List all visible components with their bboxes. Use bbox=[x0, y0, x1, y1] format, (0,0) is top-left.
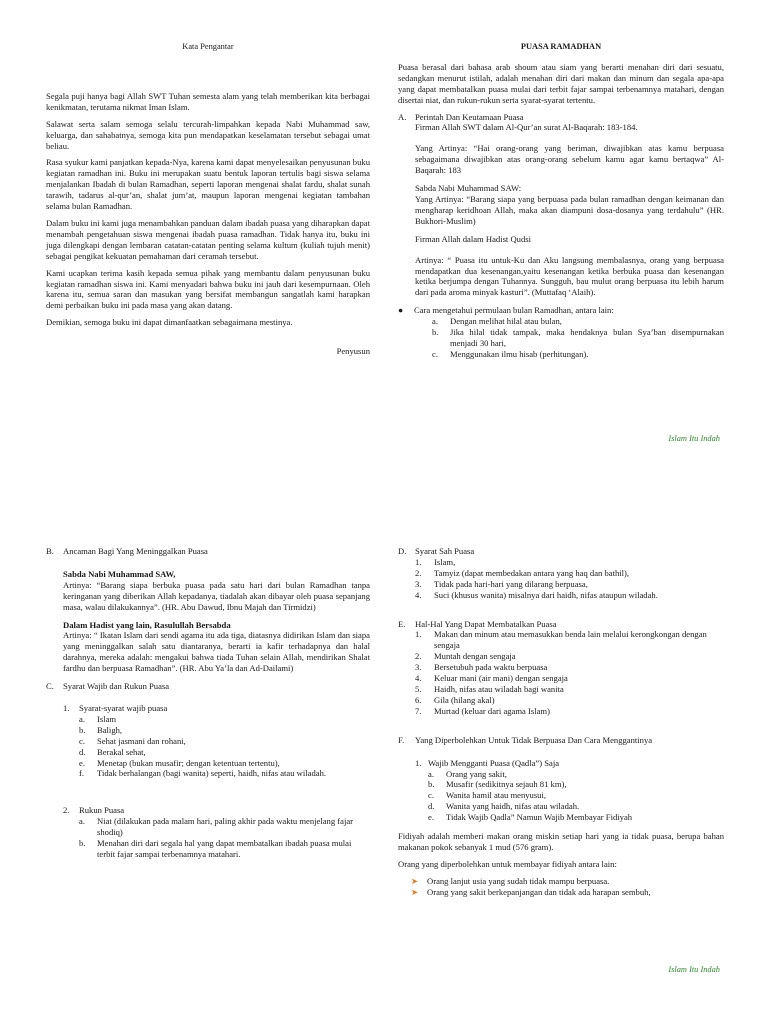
item-marker: 4. bbox=[415, 673, 422, 684]
c2-marker: 2. bbox=[63, 805, 70, 816]
item-marker: c. bbox=[428, 790, 434, 801]
item-text: Menggunakan ilmu hisab (perhitungan). bbox=[450, 348, 589, 359]
list-item bbox=[79, 714, 370, 725]
page-puasa-ramadhan bbox=[392, 40, 732, 500]
page1-paragraph-2: Salawat serta salam semoga selalu tercurah-limpahkan kepada Nabi Muhammad saw, keluarga, dan sahabatnya, semoga kita pun mendapatkan keselamatan tersebut sebagai umat beliau. bbox=[46, 118, 370, 151]
list-item bbox=[411, 673, 724, 684]
list-item bbox=[398, 305, 724, 316]
list-item bbox=[428, 769, 724, 780]
item-text: Menetap (bukan musafir; dengan ketentuan tertentu), bbox=[97, 757, 280, 768]
item-marker: d. bbox=[79, 746, 86, 757]
section-b-sabda: Artinya: “Barang siapa berbuka puasa pada satu hari dari bulan Ramadhan tanpa keringanan yang diberikan Allah kepadanya, tiadalah akan dibayar oleh puasa sepanjang masa, walau dilakukannya”. (HR. Abu Dawud, Ibnu Majah dan Tirmidzi) bbox=[63, 579, 370, 612]
c1-title: Syarat-syarat wajib puasa bbox=[79, 702, 168, 713]
item-text: Jika hilal tidak tampak, maka hendaknya bulan Sya’ban disempurnakan menjadi 30 hari, bbox=[450, 327, 724, 348]
page1-paragraph-3: Rasa syukur kami panjatkan kepada-Nya, karena kami dapat menyelesaikan penyusunan buku kegiatan ramadhan ini. Buku ini merupakan suatu bentuk laporan tertulis bagi siswa selama menjalankan Ibadah di bulan Ramadhan, seperti laporan mengenai shalat fardu, shalat sunah tarawih, tadarus al-qur’an, shalat jum’at, maupun laporan mengenai kegiatan tambahan selama bulan Ramadhan. bbox=[46, 157, 370, 212]
list-item bbox=[79, 736, 370, 747]
item-text: Haidh, nifas atau wiladah bagi wanita bbox=[434, 683, 564, 694]
list-item bbox=[79, 758, 370, 769]
item-text: Wanita yang haidh, nifas atau wiladah. bbox=[446, 801, 580, 812]
item-marker: 6. bbox=[415, 694, 422, 705]
section-a-sabda-title: Sabda Nabi Muhammad SAW: bbox=[415, 183, 522, 194]
item-marker: 1. bbox=[415, 556, 422, 567]
list-item bbox=[428, 779, 724, 790]
section-d-list bbox=[398, 557, 724, 601]
item-marker: 4. bbox=[415, 589, 422, 600]
section-c-body bbox=[46, 703, 370, 860]
section-e-list bbox=[398, 629, 724, 716]
list-item bbox=[79, 725, 370, 736]
list-item bbox=[432, 349, 724, 360]
page4-column bbox=[398, 546, 724, 898]
section-e-marker: E. bbox=[398, 618, 406, 629]
fidiyah-allowed: Orang yang diperbolehkan untuk membayar fidiyah antara lain: bbox=[398, 858, 617, 869]
section-c-title: Syarat Wajib dan Rukun Puasa bbox=[63, 681, 170, 692]
list-item bbox=[411, 568, 724, 579]
item-text: Tidak Wajib Qadla” Namun Wajib Membayar Fidiyah bbox=[446, 812, 633, 823]
f1-heading bbox=[398, 758, 724, 769]
page1-paragraph-5: Kami ucapkan terima kasih kepada semua pihak yang membantu dalam penyusunan buku kegiatan ramadhan siswa ini. Kami menyadari bahwa buku ini jauh dari kesempurnaan. Oleh karena itu, semua saran dan masukan yang bersifat membangun sangatlah kami harapkan demi perbaikan buku ini pada masa yang akan datang. bbox=[46, 267, 370, 311]
section-f-marker: F. bbox=[398, 734, 405, 745]
list-item bbox=[428, 801, 724, 812]
item-marker: e. bbox=[428, 812, 434, 823]
item-marker: b. bbox=[432, 327, 439, 338]
item-text: Orang yang sakit berkepanjangan dan tidak ada harapan sembuh, bbox=[427, 886, 651, 897]
item-text: Islam, bbox=[434, 556, 456, 567]
page1-title: Kata Pengantar bbox=[182, 42, 234, 51]
list-item bbox=[411, 695, 724, 706]
section-a-sabda: Yang Artinya: “Barang siapa yang berpuasa pada bulan ramadhan dengan keimanan dan mengharap keridhoan Allah, maka akan diampuni dosa-dosanya yang terdahulu” (HR. Bukhori-Muslim) bbox=[415, 193, 724, 226]
bulan-ramadhan-list bbox=[398, 305, 724, 316]
page1-paragraph-6: Demikian, semoga buku ini dapat dimanfaatkan sebagaimana mestinya. bbox=[46, 317, 293, 328]
list-item bbox=[79, 747, 370, 758]
section-c-marker: C. bbox=[46, 681, 54, 692]
f1-title: Wajib Mengganti Puasa (Qadla”) Saja bbox=[428, 757, 560, 768]
page1-paragraph-1: Segala puji hanya bagi Allah SWT Tuhan semesta alam yang telah memberikan kita berbagai kenikmatan, terutama nikmat Iman Islam. bbox=[46, 90, 370, 112]
f1-list bbox=[398, 769, 724, 824]
page-ancaman-syarat bbox=[38, 542, 372, 1002]
item-marker: c. bbox=[432, 348, 438, 359]
item-marker: a. bbox=[79, 713, 85, 724]
item-text: Tidak berhalangan (bagi wanita) seperti, haidh, nifas atau wiladah. bbox=[97, 768, 327, 779]
section-d-marker: D. bbox=[398, 546, 407, 556]
section-a-title: Perintah Dan Keutamaan Puasa bbox=[415, 111, 524, 122]
item-text: Sehat jasmani dan rohani, bbox=[97, 735, 186, 746]
item-marker: 5. bbox=[415, 683, 422, 694]
section-a-hadist: Artinya: “ Puasa itu untuk-Ku dan Aku langsung membalasnya, orang yang berpuasa mendapatkan dua kesenangan,yaitu kesenangan ketika berbuka puasa dan kesenangan ketika berjumpa dengan Tuhannya. Sungguh, bau mulut orang berpuasa itu lebih harum dari pada aroma minyak kasturi”. (Muttafaq ‘Alaih). bbox=[415, 254, 724, 298]
item-marker: c. bbox=[79, 735, 85, 746]
list-item bbox=[428, 790, 724, 801]
page3-column bbox=[46, 546, 370, 860]
bullet-icon: ● bbox=[398, 305, 404, 316]
item-text: Muntah dengan sengaja bbox=[434, 651, 516, 662]
item-marker: f. bbox=[79, 768, 85, 779]
list-item bbox=[432, 316, 724, 327]
c1-list bbox=[63, 714, 370, 779]
item-text: Islam bbox=[97, 713, 117, 724]
item-text: Baligh, bbox=[97, 724, 123, 735]
item-marker: 2. bbox=[415, 567, 422, 578]
list-item bbox=[411, 651, 724, 662]
item-marker: b. bbox=[428, 779, 435, 790]
arrow-bullet-icon: ➤ bbox=[411, 886, 419, 897]
item-text: Tidak pada hari-hari yang dilarang berpuasa, bbox=[434, 578, 588, 589]
list-item bbox=[79, 768, 370, 779]
page1-column bbox=[46, 42, 370, 357]
section-b-title: Ancaman Bagi Yang Meninggalkan Puasa bbox=[63, 546, 208, 556]
section-d-title: Syarat Sah Puasa bbox=[415, 546, 475, 556]
section-a-marker: A. bbox=[398, 111, 407, 122]
item-text: Bersetubuh pada waktu berpuasa bbox=[434, 662, 548, 673]
list-item bbox=[411, 876, 724, 887]
section-f-heading bbox=[398, 735, 724, 746]
item-marker: 2. bbox=[415, 651, 422, 662]
item-text: Tamyiz (dapat membedakan antara yang haq dan bathil), bbox=[434, 567, 630, 578]
item-text: Suci (khusus wanita) misalnya dari haidh, nifas ataupun wiladah. bbox=[434, 589, 658, 600]
item-text: Berakal sehat, bbox=[97, 746, 146, 757]
page-kata-pengantar bbox=[38, 40, 372, 500]
list-item bbox=[411, 590, 724, 601]
section-b-body bbox=[46, 569, 370, 674]
item-text: Murtad (keluar dari agama Islam) bbox=[434, 705, 550, 716]
section-b-hadist: Artinya: “ Ikatan Islam dari sendi agama itu ada tiga, diatasnya didirikan Islam dan siapa yang meninggalkan salah satu diantaranya, berarti ia kafir terhadapnya dan halal darahnya, mereka adalah: mengakui bahwa tiada Tuhan selain Allah, mendirikan Shalat fardhu dan berpuasa Ramadhan”. (HR. Abu Ya’la dan Ad-Dailami) bbox=[63, 630, 370, 674]
page1-signer: Penyusun bbox=[336, 346, 370, 357]
section-e-heading bbox=[398, 619, 724, 630]
list-item bbox=[411, 579, 724, 590]
item-marker: 3. bbox=[415, 662, 422, 673]
c1-marker: 1. bbox=[63, 702, 70, 713]
item-marker: b. bbox=[79, 724, 86, 735]
list-item bbox=[411, 706, 724, 717]
page-syarat-sah-batal bbox=[392, 542, 732, 1012]
item-text: Orang lanjut usia yang sudah tidak mampu berpuasa. bbox=[427, 875, 610, 886]
section-b-hadist-title: Dalam Hadist yang lain, Rasulullah Bersabda bbox=[63, 619, 231, 630]
item-marker: e. bbox=[79, 757, 85, 768]
page2-title: PUASA RAMADHAN bbox=[520, 42, 602, 51]
item-text: Makan dan minum atau memasukkan benda lain melalui kerongkongan dengan sengaja bbox=[434, 629, 707, 651]
section-b-marker: B. bbox=[46, 546, 54, 556]
section-a-heading bbox=[398, 112, 724, 123]
section-b-heading bbox=[46, 546, 370, 557]
item-text: Keluar mani (air mani) dengan sengaja bbox=[434, 673, 568, 684]
section-a-hadist-title: Firman Allah dalam Hadist Qudsi bbox=[415, 233, 532, 244]
section-c-heading bbox=[46, 681, 370, 692]
fidiyah-list bbox=[398, 876, 724, 898]
item-marker: a. bbox=[79, 816, 85, 827]
bulan-ramadhan-items bbox=[398, 316, 724, 360]
item-text: Gila (hilang akal) bbox=[434, 694, 495, 705]
list-item bbox=[79, 838, 370, 860]
list-item bbox=[411, 557, 724, 568]
item-marker: a. bbox=[428, 768, 434, 779]
section-f-title: Yang Diperbolehkan Untuk Tidak Berpuasa Dan Cara Menggantinya bbox=[415, 734, 653, 745]
page4-footer: Islam Itu Indah bbox=[668, 965, 720, 974]
c2-title: Rukun Puasa bbox=[79, 805, 125, 816]
page2-intro: Puasa berasal dari bahasa arab shoum atau siam yang berarti menahan diri dari sesuatu, sedangkan menurut istilah, adalah menahan diri dari makan dan minum dan segala apa-apa yang dapat membatalkan puasa mulai dari terbit fajar sampai terbenamnya matahari, dengan disertai niat, dan rukun-rukun serta syarat-syarat tertentu. bbox=[398, 61, 724, 105]
page2-column bbox=[398, 42, 724, 360]
section-a-firman: Firman Allah SWT dalam Al-Qur’an surat Al-Baqarah: 183-184. bbox=[415, 122, 638, 133]
fidiyah-paragraph: Fidiyah adalah memberi makan orang miskin setiap hari yang ia tidak puasa, berupa bahan makanan pokok sebanyak 1 mud (576 gram). bbox=[398, 831, 724, 852]
bullet-text: Cara mengetahui permulaan bulan Ramadhan, antara lain: bbox=[414, 305, 614, 316]
item-marker: b. bbox=[79, 838, 86, 849]
section-e-title: Hal-Hal Yang Dapat Membatalkan Puasa bbox=[415, 618, 557, 629]
c1-heading bbox=[63, 703, 370, 714]
list-item bbox=[432, 327, 724, 349]
list-item bbox=[411, 629, 724, 651]
item-text: Orang yang sakit, bbox=[446, 768, 507, 779]
c2-heading bbox=[63, 805, 370, 816]
page2-footer: Islam Itu Indah bbox=[668, 434, 720, 443]
list-item bbox=[428, 812, 724, 823]
item-text: Wanita hamil atau menyusui, bbox=[446, 790, 547, 801]
item-marker: 3. bbox=[415, 578, 422, 589]
list-item bbox=[411, 662, 724, 673]
item-marker: a. bbox=[432, 316, 438, 327]
item-text: Dengan melihat hilal atau bulan, bbox=[450, 316, 562, 327]
arrow-bullet-icon: ➤ bbox=[411, 875, 419, 886]
list-item bbox=[411, 887, 724, 898]
f1-marker: 1. bbox=[415, 757, 422, 768]
item-marker: d. bbox=[428, 801, 435, 812]
item-marker: 7. bbox=[415, 705, 422, 716]
list-item bbox=[411, 684, 724, 695]
section-d-heading bbox=[398, 546, 724, 557]
section-a-ayat: Yang Artinya: “Hai orang-orang yang beriman, diwajibkan atas kamu berpuasa sebagaimana diwajibkan atas orang-orang sebelum kamu agar kamu bertaqwa” Al-Baqarah: 183 bbox=[415, 143, 724, 176]
item-text: Musafir (sedikitnya sejauh 81 km), bbox=[446, 779, 567, 790]
list-item bbox=[79, 816, 370, 838]
section-b-sabda-title: Sabda Nabi Muhammad SAW, bbox=[63, 568, 176, 579]
item-text: Menahan diri dari segala hal yang dapat membatalkan ibadah puasa mulai terbit fajar sampai terbenamnya matahari. bbox=[97, 838, 352, 859]
section-a-body bbox=[398, 122, 724, 298]
item-marker: 1. bbox=[415, 629, 422, 640]
page1-paragraph-4: Dalam buku ini kami juga menambahkan panduan dalam ibadah puasa yang diharapkan dapat menambah pengetahuan siswa mengenai ibadah puasa ramadhan. Tidak hanya itu, buku ini juga dilengkapi dengan lembaran catatan-catatan penting selama kultum (kuliah tujuh menit) sebagai pengikat kekuatan pemahaman dari ceramah tersebut. bbox=[46, 217, 370, 261]
c2-list bbox=[63, 816, 370, 860]
item-text: Niat (dilakukan pada malam hari, paling akhir pada waktu menjelang fajar shodiq) bbox=[97, 816, 354, 838]
